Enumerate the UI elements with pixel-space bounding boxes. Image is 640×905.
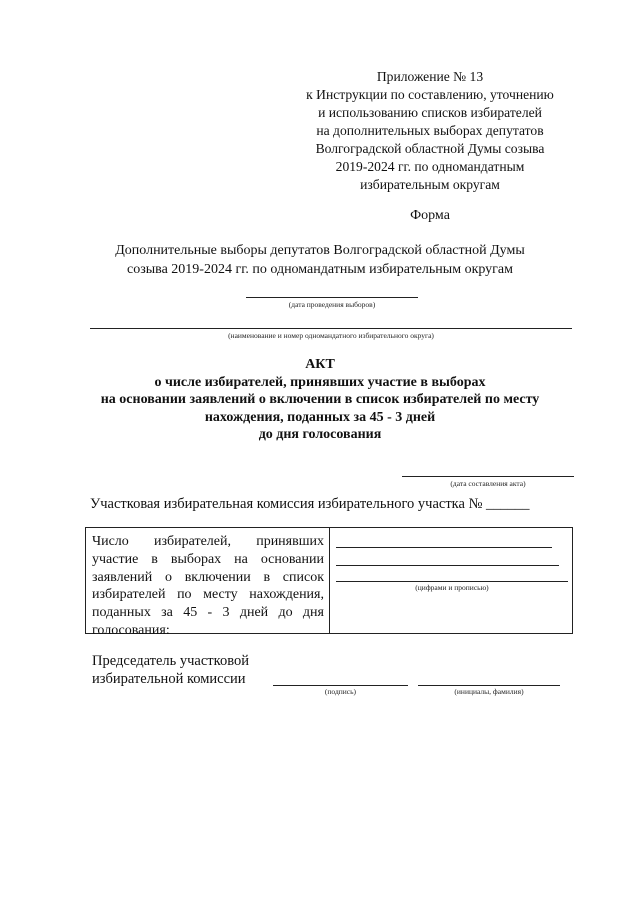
act-title-line: до дня голосования xyxy=(258,427,382,442)
act-heading: АКТ xyxy=(305,357,335,372)
district-caption: (наименование и номер одномандатного избирательного округа) xyxy=(228,331,434,340)
table-divider xyxy=(329,528,330,633)
act-title xyxy=(40,356,600,444)
act-date-caption: (дата составления акта) xyxy=(450,479,526,488)
election-title-line2: созыва 2019-2024 гг. по одномандатным избирательным округам xyxy=(127,262,513,277)
voters-count-line-2[interactable] xyxy=(336,565,559,566)
appendix-line: и использованию списков избирателей xyxy=(318,105,542,120)
appendix-line: 2019-2024 гг. по одномандатным xyxy=(335,159,525,174)
act-title-line: нахождения, поданных за 45 - 3 дней xyxy=(204,409,436,425)
appendix-header xyxy=(280,68,580,194)
voters-count-label: Число избирателей, принявших участие в выборах на основании заявлений о включении в список избирателей по месту нахождения, поданных за 45 - 3 дней до дня голосования: xyxy=(92,534,324,638)
act-date-line[interactable] xyxy=(402,476,574,477)
election-date-caption: (дата проведения выборов) xyxy=(288,300,376,309)
chairman-label-line1: Председатель участковой xyxy=(92,653,249,669)
form-label: Форма xyxy=(410,208,450,223)
voters-count-caption: (цифрами и прописью) xyxy=(415,583,489,592)
appendix-line: к Инструкции по составлению, уточнению xyxy=(306,87,554,102)
act-title-line: о числе избирателей, принявших участие в выборах xyxy=(154,374,486,390)
appendix-line: Волгоградской областной Думы созыва xyxy=(315,141,545,156)
signature-line[interactable] xyxy=(273,685,408,686)
name-line[interactable] xyxy=(418,685,560,686)
election-title-line1: Дополнительные выборы депутатов Волгоградской областной Думы xyxy=(115,243,525,258)
voters-count-line-3[interactable] xyxy=(336,581,568,582)
appendix-line: на дополнительных выборах депутатов xyxy=(316,123,544,138)
election-date-line[interactable] xyxy=(246,297,418,298)
chairman-label-line2: избирательной комиссии xyxy=(92,671,246,687)
act-title-line: на основании заявлений о включении в список избирателей по месту xyxy=(100,392,540,407)
appendix-line: Приложение № 13 xyxy=(376,69,484,84)
election-title xyxy=(60,241,580,279)
chairman-label xyxy=(92,652,249,688)
signature-caption: (подпись) xyxy=(324,687,357,696)
appendix-line: избирательным округам xyxy=(360,177,500,192)
commission-text: Участковая избирательная комиссия избирательного участка № ______ xyxy=(90,496,530,512)
name-caption: (инициалы, фамилия) xyxy=(454,687,524,696)
district-line[interactable] xyxy=(90,328,572,329)
voters-count-line-1[interactable] xyxy=(336,547,552,548)
